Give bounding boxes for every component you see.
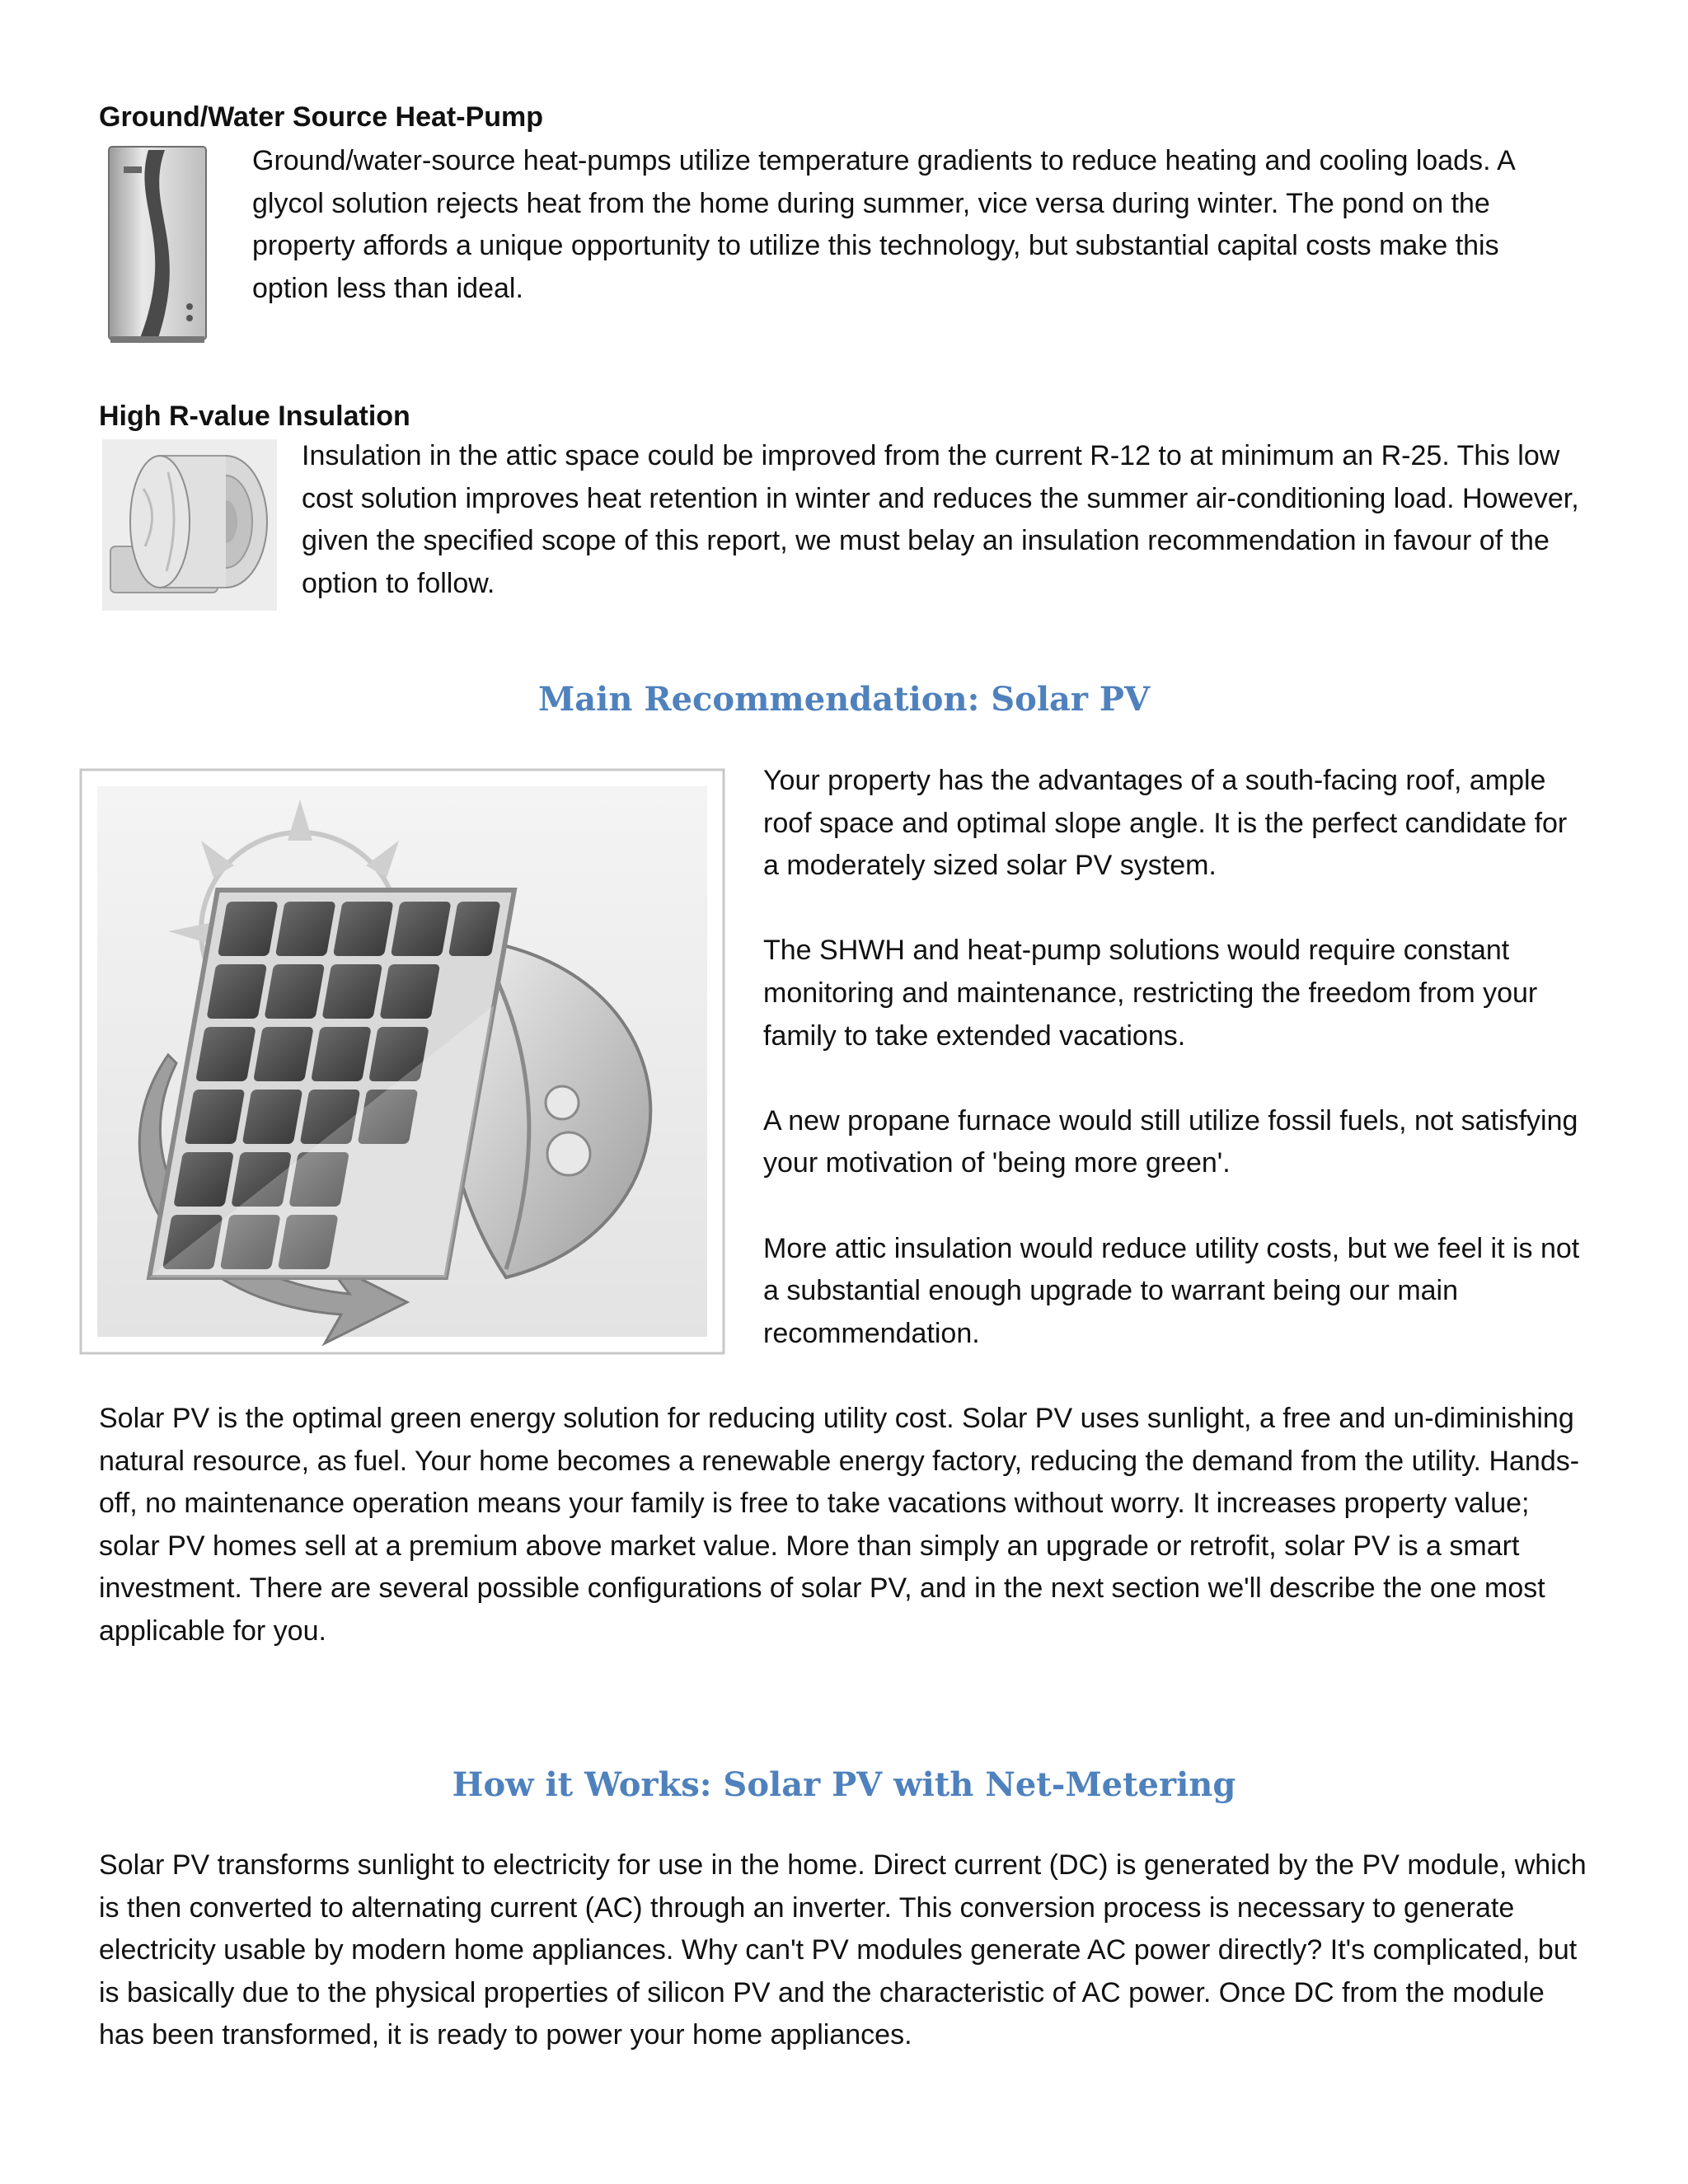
how-it-works-paragraph: Solar PV transforms sunlight to electricity for use in the home. Direct current (DC) is generated by the PV module, which is then converted to alternating current (AC) through an inverter. This conversion process is necessary to generate electricity usable by modern home appliances. Why can't PV modules generate AC power directly? It's complicated, but is basically due to the physical properties of silicon PV and the characteristic of AC power. Once DC from the module has been transformed, it is ready to power your home appliances. xyxy=(99,1849,1587,2051)
heat-pump-image xyxy=(99,142,219,348)
insulation-text-block xyxy=(302,435,1587,605)
side-paragraph-1: Your property has the advantages of a south-facing roof, ample roof space and optimal slope angle. It is the perfect candidate for a moderately sized solar PV system. xyxy=(763,765,1568,882)
heat-pump-paragraph: Ground/water-source heat-pumps utilize temperature gradients to reduce heating and cooling loads. A glycol solution rejects heat from the home during summer, vice versa during winter. The pond on the property affords a unique opportunity to utilize this technology, but substantial capital costs make this option less than ideal. xyxy=(252,145,1514,304)
side-paragraph-4: More attic insulation would reduce utility costs, but we feel it is not a substantial enough upgrade to warrant being our main recommendation. xyxy=(763,1232,1580,1349)
insulation-heading: High R-value Insulation xyxy=(99,401,410,432)
main-recommendation-title: Main Recommendation: Solar PV xyxy=(537,680,1151,719)
heat-pump-heading: Ground/Water Source Heat-Pump xyxy=(99,101,544,133)
main-recommendation-summary-block xyxy=(99,1398,1589,1653)
main-recommendation-summary: Solar PV is the optimal green energy solution for reducing utility cost. Solar PV uses sunlight, a free and un-diminishing natural resource, as fuel. Your home becomes a renewable energy factory, reducing the demand from the utility. Hands-off, no maintenance operation means your family is free to take vacations without worry. It increases property value; solar PV homes sell at a premium above market value. More than simply an upgrade or retrofit, solar PV is a smart investment. There are several possible configurations of solar PV, and in the next section we'll describe the one most applicable for you. xyxy=(99,1403,1580,1647)
side-paragraph-2: The SHWH and heat-pump solutions would require constant monitoring and maintenance, restricting the freedom from your family to take extended vacations. xyxy=(763,935,1538,1052)
heat-pump-text-block xyxy=(252,140,1571,310)
main-recommendation-side-text xyxy=(763,760,1587,1355)
solar-leaf-image xyxy=(77,766,729,1358)
insulation-image xyxy=(102,439,277,611)
insulation-paragraph: Insulation in the attic space could be improved from the current R-12 to at minimum an R-25. This low cost solution improves heat retention in winter and reduces the summer air-conditioning load. However, given the specified scope of this report, we must belay an insulation recommendation in favour of the option to follow. xyxy=(302,440,1579,599)
side-paragraph-3: A new propane furnace would still utilize fossil fuels, not satisfying your motivation of 'being more green'. xyxy=(763,1104,1578,1179)
how-it-works-text-block xyxy=(99,1844,1589,2057)
how-it-works-title: How it Works: Solar PV with Net-Metering xyxy=(452,1765,1236,1804)
